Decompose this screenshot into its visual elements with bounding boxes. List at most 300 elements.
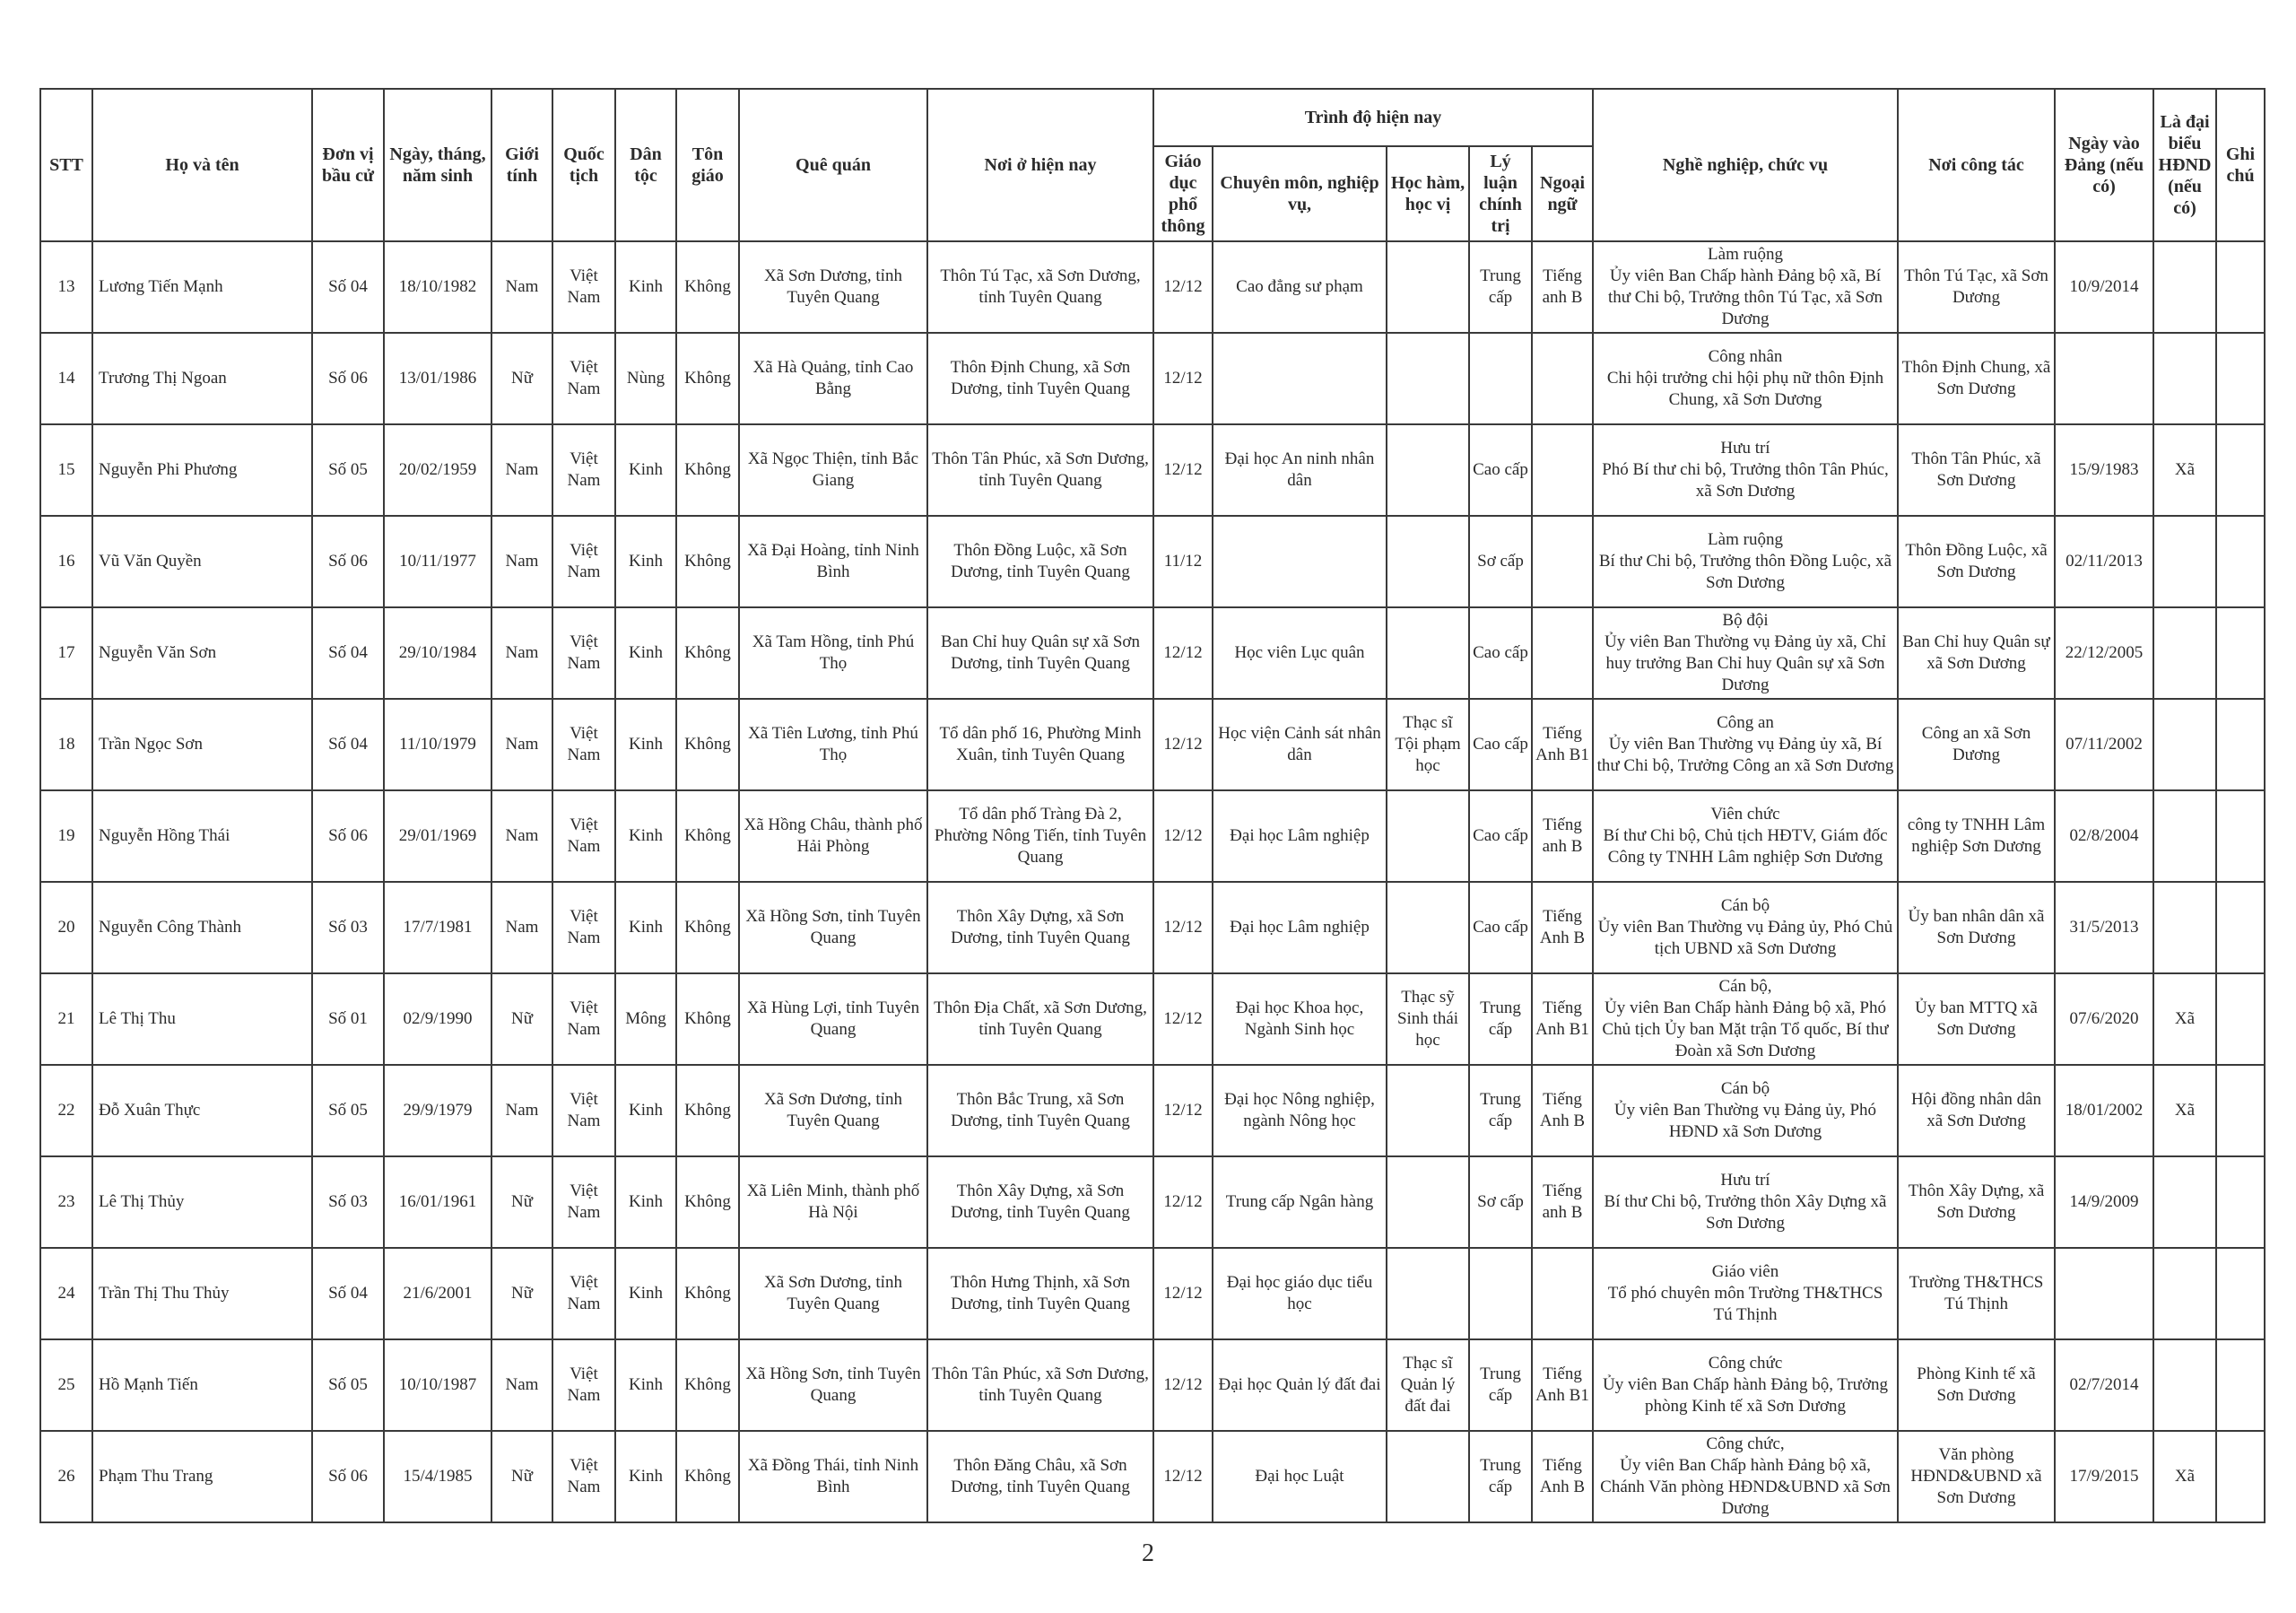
cell-dob: 29/10/1984 [384,607,491,699]
cell-unit: Số 06 [312,516,384,607]
cell-party-date: 02/8/2004 [2055,790,2153,882]
cell-party-date: 02/11/2013 [2055,516,2153,607]
cell-unit: Số 03 [312,1156,384,1248]
cell-is-delegate: Xã [2153,1431,2216,1522]
header-occupation: Nghề nghiệp, chức vụ [1593,89,1898,241]
cell-hometown: Xã Đại Hoàng, tỉnh Ninh Bình [739,516,927,607]
cell-note [2216,1431,2265,1522]
occupation-title: Công nhân [1708,347,1783,366]
occupation-position: Ủy viên Ban Thường vụ Đảng ủy, Phó Chủ tịch UBND xã Sơn Dương [1597,918,1893,958]
occupation-position: Tổ phó chuyên môn Trường TH&THCS Tú Thịnh [1607,1284,1883,1324]
cell-ethnicity: Kinh [615,424,676,516]
cell-general-edu: 12/12 [1153,882,1213,973]
cell-occupation [1593,1339,1898,1431]
cell-gender: Nam [491,882,552,973]
cell-religion: Không [676,1156,739,1248]
cell-religion: Không [676,424,739,516]
header-dob: Ngày, tháng, năm sinh [384,89,491,241]
cell-hometown: Xã Hồng Sơn, tỉnh Tuyên Quang [739,882,927,973]
cell-name: Lương Tiến Mạnh [92,241,312,333]
cell-specialty: Trung cấp Ngân hàng [1213,1156,1387,1248]
cell-note [2216,424,2265,516]
cell-degree [1387,424,1469,516]
cell-party-date: 22/12/2005 [2055,607,2153,699]
table-row [40,1248,2265,1339]
cell-language: Tiếng Anh B [1532,882,1593,973]
cell-ethnicity: Nùng [615,333,676,424]
cell-unit: Số 05 [312,1065,384,1156]
header-residence: Nơi ở hiện nay [927,89,1153,241]
table-row [40,241,2265,333]
cell-gender: Nữ [491,1156,552,1248]
cell-degree [1387,1431,1469,1522]
header-hometown: Quê quán [739,89,927,241]
cell-ethnicity: Kinh [615,1431,676,1522]
cell-language: Tiếng Anh B1 [1532,1339,1593,1431]
occupation-position: Ủy viên Ban Chấp hành Đảng bộ xã, Chánh Văn phòng HĐND&UBND xã Sơn Dương [1600,1456,1891,1518]
header-name: Họ và tên [92,89,312,241]
cell-language [1532,424,1593,516]
cell-language [1532,1248,1593,1339]
occupation-title: Công chức, [1706,1434,1785,1453]
occupation-title: Hưu trí [1720,439,1770,458]
cell-gender: Nam [491,241,552,333]
occupation-title: Giáo viên [1711,1262,1779,1281]
cell-dob: 29/01/1969 [384,790,491,882]
occupation-position: Ủy viên Ban Chấp hành Đảng bộ xã, Phó Chủ tịch Ủy ban Mặt trận Tổ quốc, Bí thư Đoàn xã Sơn Dương [1602,998,1889,1060]
cell-specialty [1213,333,1387,424]
cell-party-date: 10/9/2014 [2055,241,2153,333]
cell-hometown: Xã Hồng Sơn, tỉnh Tuyên Quang [739,1339,927,1431]
cell-is-delegate [2153,1156,2216,1248]
cell-religion: Không [676,882,739,973]
cell-political: Cao cấp [1469,882,1532,973]
cell-occupation [1593,424,1898,516]
cell-language [1532,607,1593,699]
cell-specialty: Cao đẳng sư phạm [1213,241,1387,333]
cell-workplace: Thôn Đồng Luộc, xã Sơn Dương [1898,516,2055,607]
cell-stt: 22 [40,1065,92,1156]
cell-specialty: Đại học Quản lý đất đai [1213,1339,1387,1431]
table-row [40,790,2265,882]
cell-political: Sơ cấp [1469,1156,1532,1248]
cell-workplace: Ban Chỉ huy Quân sự xã Sơn Dương [1898,607,2055,699]
cell-nationality: Việt Nam [552,1065,615,1156]
cell-language: Tiếng anh B [1532,1156,1593,1248]
header-political: Lý luận chính trị [1469,146,1532,241]
cell-workplace: Trường TH&THCS Tú Thịnh [1898,1248,2055,1339]
table-body [40,241,2265,1522]
cell-occupation [1593,516,1898,607]
cell-name: Lê Thị Thủy [92,1156,312,1248]
header-general-edu: Giáo dục phổ thông [1153,146,1213,241]
cell-religion: Không [676,1431,739,1522]
cell-religion: Không [676,1248,739,1339]
cell-political [1469,1248,1532,1339]
cell-hometown: Xã Sơn Dương, tỉnh Tuyên Quang [739,1248,927,1339]
cell-general-edu: 12/12 [1153,1339,1213,1431]
cell-is-delegate [2153,516,2216,607]
table-row [40,699,2265,790]
cell-is-delegate [2153,1248,2216,1339]
cell-general-edu: 12/12 [1153,1431,1213,1522]
cell-stt: 14 [40,333,92,424]
cell-nationality: Việt Nam [552,1431,615,1522]
cell-hometown: Xã Liên Minh, thành phố Hà Nội [739,1156,927,1248]
cell-hometown: Xã Tiên Lương, tỉnh Phú Thọ [739,699,927,790]
cell-dob: 29/9/1979 [384,1065,491,1156]
cell-degree [1387,882,1469,973]
cell-note [2216,241,2265,333]
cell-residence: Thôn Bắc Trung, xã Sơn Dương, tỉnh Tuyên Quang [927,1065,1153,1156]
cell-specialty: Đại học Lâm nghiệp [1213,882,1387,973]
cell-specialty: Học viên Lục quân [1213,607,1387,699]
cell-occupation [1593,1156,1898,1248]
cell-religion: Không [676,699,739,790]
occupation-title: Bộ đội [1722,611,1769,630]
cell-language: Tiếng anh B [1532,241,1593,333]
cell-religion: Không [676,1339,739,1431]
cell-party-date [2055,333,2153,424]
cell-gender: Nam [491,516,552,607]
cell-political: Cao cấp [1469,424,1532,516]
cell-is-delegate: Xã [2153,424,2216,516]
cell-unit: Số 04 [312,241,384,333]
header-is-delegate: Là đại biểu HĐND (nếu có) [2153,89,2216,241]
cell-hometown: Xã Hà Quảng, tỉnh Cao Bằng [739,333,927,424]
cell-hometown: Xã Sơn Dương, tỉnh Tuyên Quang [739,1065,927,1156]
cell-hometown: Xã Hồng Châu, thành phố Hải Phòng [739,790,927,882]
cell-nationality: Việt Nam [552,333,615,424]
cell-political: Trung cấp [1469,1065,1532,1156]
cell-degree [1387,607,1469,699]
candidate-table-sheet [39,88,2264,1523]
cell-workplace: Hội đồng nhân dân xã Sơn Dương [1898,1065,2055,1156]
cell-gender: Nam [491,1339,552,1431]
cell-language: Tiếng anh B [1532,790,1593,882]
cell-stt: 26 [40,1431,92,1522]
occupation-title: Công chức [1708,1354,1783,1373]
table-row [40,882,2265,973]
cell-degree: Thạc sĩ Tội phạm học [1387,699,1469,790]
header-stt: STT [40,89,92,241]
cell-nationality: Việt Nam [552,607,615,699]
header-nationality: Quốc tịch [552,89,615,241]
cell-religion: Không [676,516,739,607]
cell-residence: Thôn Xây Dựng, xã Sơn Dương, tỉnh Tuyên Quang [927,1156,1153,1248]
cell-degree [1387,1248,1469,1339]
cell-hometown: Xã Sơn Dương, tỉnh Tuyên Quang [739,241,927,333]
cell-unit: Số 06 [312,790,384,882]
occupation-title: Làm ruộng [1708,245,1783,264]
cell-note [2216,1156,2265,1248]
occupation-position: Ủy viên Ban Chấp hành Đảng bộ, Trưởng phòng Kinh tế xã Sơn Dương [1603,1375,1888,1416]
table-row [40,1431,2265,1522]
cell-general-edu: 12/12 [1153,973,1213,1065]
cell-specialty: Đại học giáo dục tiểu học [1213,1248,1387,1339]
cell-specialty: Đại học Lâm nghiệp [1213,790,1387,882]
cell-note [2216,1339,2265,1431]
cell-political [1469,333,1532,424]
cell-religion: Không [676,1065,739,1156]
cell-general-edu: 12/12 [1153,790,1213,882]
cell-name: Trương Thị Ngoan [92,333,312,424]
occupation-position: Ủy viên Ban Thường vụ Đảng ủy xã, Chỉ huy trưởng Ban Chỉ huy Quân sự xã Sơn Dương [1605,632,1886,694]
cell-religion: Không [676,333,739,424]
cell-gender: Nam [491,1065,552,1156]
occupation-title: Làm ruộng [1708,530,1783,549]
cell-note [2216,1065,2265,1156]
header-ethnicity: Dân tộc [615,89,676,241]
cell-note [2216,1248,2265,1339]
cell-name: Trần Ngọc Sơn [92,699,312,790]
table-row [40,1339,2265,1431]
cell-general-edu: 12/12 [1153,333,1213,424]
cell-dob: 17/7/1981 [384,882,491,973]
cell-is-delegate: Xã [2153,1065,2216,1156]
cell-gender: Nam [491,424,552,516]
cell-nationality: Việt Nam [552,1156,615,1248]
cell-workplace: Thôn Tú Tạc, xã Sơn Dương [1898,241,2055,333]
cell-occupation [1593,882,1898,973]
cell-degree [1387,1156,1469,1248]
cell-specialty: Học viện Cảnh sát nhân dân [1213,699,1387,790]
cell-gender: Nữ [491,1248,552,1339]
table-row [40,1065,2265,1156]
occupation-position: Phó Bí thư chi bộ, Trưởng thôn Tân Phúc, xã Sơn Dương [1602,460,1889,501]
cell-gender: Nam [491,607,552,699]
cell-party-date: 07/11/2002 [2055,699,2153,790]
cell-degree [1387,333,1469,424]
cell-language: Tiếng Anh B1 [1532,699,1593,790]
cell-residence: Thôn Đồng Luộc, xã Sơn Dương, tỉnh Tuyên Quang [927,516,1153,607]
cell-name: Hồ Mạnh Tiến [92,1339,312,1431]
cell-dob: 11/10/1979 [384,699,491,790]
cell-residence: Thôn Đăng Châu, xã Sơn Dương, tỉnh Tuyên Quang [927,1431,1153,1522]
cell-degree [1387,516,1469,607]
cell-occupation [1593,790,1898,882]
header-degree: Học hàm, học vị [1387,146,1469,241]
cell-is-delegate [2153,241,2216,333]
cell-political: Sơ cấp [1469,516,1532,607]
header-unit: Đơn vị bầu cử [312,89,384,241]
cell-political: Trung cấp [1469,1431,1532,1522]
cell-political: Cao cấp [1469,699,1532,790]
cell-occupation [1593,333,1898,424]
cell-party-date [2055,1248,2153,1339]
cell-name: Lê Thị Thu [92,973,312,1065]
header-religion: Tôn giáo [676,89,739,241]
cell-specialty: Đại học An ninh nhân dân [1213,424,1387,516]
cell-dob: 16/01/1961 [384,1156,491,1248]
cell-occupation [1593,973,1898,1065]
cell-workplace: Văn phòng HĐND&UBND xã Sơn Dương [1898,1431,2055,1522]
cell-general-edu: 12/12 [1153,1156,1213,1248]
cell-nationality: Việt Nam [552,1339,615,1431]
cell-name: Đỗ Xuân Thực [92,1065,312,1156]
cell-note [2216,333,2265,424]
cell-nationality: Việt Nam [552,699,615,790]
cell-nationality: Việt Nam [552,424,615,516]
cell-party-date: 18/01/2002 [2055,1065,2153,1156]
table-row [40,607,2265,699]
cell-occupation [1593,1248,1898,1339]
cell-unit: Số 03 [312,882,384,973]
cell-workplace: Ủy ban MTTQ xã Sơn Dương [1898,973,2055,1065]
cell-language [1532,333,1593,424]
cell-political: Cao cấp [1469,607,1532,699]
header-party-date: Ngày vào Đảng (nếu có) [2055,89,2153,241]
cell-ethnicity: Kinh [615,790,676,882]
cell-workplace: Ủy ban nhân dân xã Sơn Dương [1898,882,2055,973]
cell-specialty: Đại học Luật [1213,1431,1387,1522]
cell-residence: Tổ dân phố 16, Phường Minh Xuân, tỉnh Tuyên Quang [927,699,1153,790]
candidate-table [39,88,2266,1523]
cell-political: Trung cấp [1469,241,1532,333]
cell-dob: 21/6/2001 [384,1248,491,1339]
cell-is-delegate [2153,699,2216,790]
cell-dob: 10/11/1977 [384,516,491,607]
cell-stt: 16 [40,516,92,607]
occupation-title: Viên chức [1710,805,1780,824]
cell-occupation [1593,607,1898,699]
cell-language: Tiếng Anh B1 [1532,973,1593,1065]
cell-stt: 13 [40,241,92,333]
cell-residence: Thôn Tân Phúc, xã Sơn Dương, tỉnh Tuyên Quang [927,424,1153,516]
cell-party-date: 07/6/2020 [2055,973,2153,1065]
cell-note [2216,607,2265,699]
cell-workplace: Phòng Kinh tế xã Sơn Dương [1898,1339,2055,1431]
cell-nationality: Việt Nam [552,516,615,607]
cell-unit: Số 05 [312,424,384,516]
cell-residence: Thôn Tú Tạc, xã Sơn Dương, tỉnh Tuyên Quang [927,241,1153,333]
table-row [40,333,2265,424]
cell-gender: Nam [491,699,552,790]
cell-dob: 15/4/1985 [384,1431,491,1522]
cell-is-delegate [2153,607,2216,699]
occupation-title: Cán bộ [1720,896,1770,915]
cell-party-date: 02/7/2014 [2055,1339,2153,1431]
cell-unit: Số 01 [312,973,384,1065]
cell-stt: 15 [40,424,92,516]
cell-gender: Nam [491,790,552,882]
cell-party-date: 17/9/2015 [2055,1431,2153,1522]
cell-political: Trung cấp [1469,973,1532,1065]
cell-stt: 21 [40,973,92,1065]
occupation-title: Cán bộ, [1718,977,1772,996]
cell-unit: Số 05 [312,1339,384,1431]
cell-unit: Số 04 [312,607,384,699]
cell-stt: 20 [40,882,92,973]
occupation-position: Ủy viên Ban Thường vụ Đảng ủy xã, Bí thư Chi bộ, Trưởng Công an xã Sơn Dương [1596,735,1894,775]
cell-name: Vũ Văn Quyền [92,516,312,607]
cell-hometown: Xã Đồng Thái, tỉnh Ninh Bình [739,1431,927,1522]
cell-nationality: Việt Nam [552,1248,615,1339]
cell-general-edu: 12/12 [1153,607,1213,699]
cell-specialty: Đại học Khoa học, Ngành Sinh học [1213,973,1387,1065]
cell-language: Tiếng Anh B [1532,1431,1593,1522]
occupation-position: Bí thư Chi bộ, Chủ tịch HĐTV, Giám đốc Công ty TNHH Lâm nghiệp Sơn Dương [1603,826,1888,867]
header-education-group: Trình độ hiện nay [1153,89,1593,146]
page-number: 2 [1142,1539,1154,1567]
cell-language [1532,516,1593,607]
cell-religion: Không [676,607,739,699]
cell-note [2216,516,2265,607]
occupation-title: Cán bộ [1720,1079,1770,1098]
cell-dob: 18/10/1982 [384,241,491,333]
occupation-position: Bí thư Chi bộ, Trưởng thôn Xây Dựng xã Sơn Dương [1604,1192,1887,1233]
cell-gender: Nữ [491,973,552,1065]
cell-ethnicity: Kinh [615,607,676,699]
cell-dob: 20/02/1959 [384,424,491,516]
cell-hometown: Xã Ngọc Thiện, tỉnh Bắc Giang [739,424,927,516]
cell-gender: Nữ [491,333,552,424]
cell-religion: Không [676,241,739,333]
cell-workplace: Thôn Xây Dựng, xã Sơn Dương [1898,1156,2055,1248]
cell-nationality: Việt Nam [552,241,615,333]
occupation-title: Hưu trí [1720,1171,1770,1190]
cell-stt: 23 [40,1156,92,1248]
cell-ethnicity: Kinh [615,699,676,790]
cell-note [2216,882,2265,973]
cell-hometown: Xã Tam Hồng, tỉnh Phú Thọ [739,607,927,699]
cell-workplace: Thôn Tân Phúc, xã Sơn Dương [1898,424,2055,516]
cell-is-delegate [2153,790,2216,882]
cell-stt: 25 [40,1339,92,1431]
cell-gender: Nữ [491,1431,552,1522]
cell-note [2216,973,2265,1065]
cell-dob: 10/10/1987 [384,1339,491,1431]
cell-general-edu: 11/12 [1153,516,1213,607]
table-header-row [40,89,2265,146]
cell-ethnicity: Mông [615,973,676,1065]
cell-stt: 17 [40,607,92,699]
cell-general-edu: 12/12 [1153,241,1213,333]
cell-ethnicity: Kinh [615,241,676,333]
table-row [40,973,2265,1065]
cell-stt: 18 [40,699,92,790]
cell-residence: Thôn Định Chung, xã Sơn Dương, tỉnh Tuyên Quang [927,333,1153,424]
occupation-position: Chi hội trưởng chi hội phụ nữ thôn Định Chung, xã Sơn Dương [1606,369,1884,409]
cell-occupation [1593,699,1898,790]
cell-general-edu: 12/12 [1153,1248,1213,1339]
cell-ethnicity: Kinh [615,882,676,973]
cell-degree: Thạc sĩ Quản lý đất đai [1387,1339,1469,1431]
cell-is-delegate [2153,882,2216,973]
cell-language: Tiếng Anh B [1532,1065,1593,1156]
cell-dob: 13/01/1986 [384,333,491,424]
cell-residence: Tổ dân phố Tràng Đà 2, Phường Nông Tiến, tỉnh Tuyên Quang [927,790,1153,882]
header-specialty: Chuyên môn, nghiệp vụ, [1213,146,1387,241]
header-workplace: Nơi công tác [1898,89,2055,241]
cell-is-delegate [2153,1339,2216,1431]
table-row [40,424,2265,516]
header-gender: Giới tính [491,89,552,241]
cell-note [2216,790,2265,882]
header-note: Ghi chú [2216,89,2265,241]
cell-is-delegate [2153,333,2216,424]
cell-general-edu: 12/12 [1153,424,1213,516]
cell-party-date: 14/9/2009 [2055,1156,2153,1248]
header-language: Ngoại ngữ [1532,146,1593,241]
cell-occupation [1593,1431,1898,1522]
cell-name: Nguyễn Phi Phương [92,424,312,516]
table-row [40,1156,2265,1248]
occupation-title: Công an [1717,713,1774,732]
cell-name: Trần Thị Thu Thủy [92,1248,312,1339]
cell-degree: Thạc sỹ Sinh thái học [1387,973,1469,1065]
cell-nationality: Việt Nam [552,882,615,973]
